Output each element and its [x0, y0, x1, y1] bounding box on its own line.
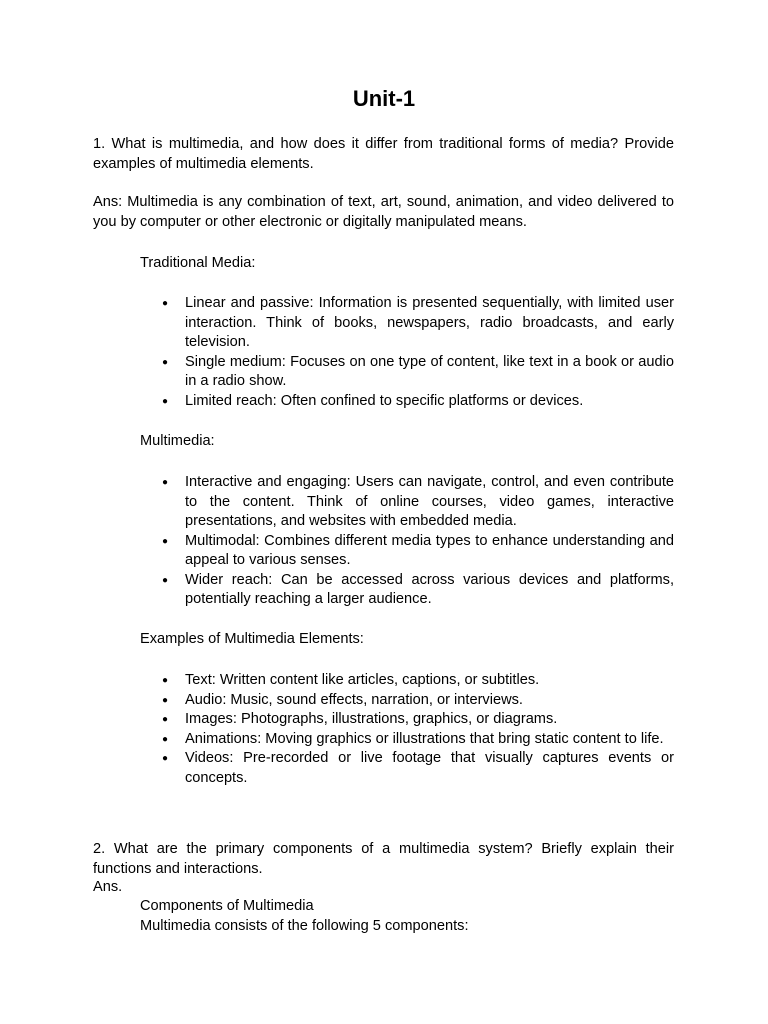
list-item: ● Videos: Pre-recorded or live footage that visually captures events or concepts.: [162, 749, 674, 788]
examples-list: [162, 671, 674, 788]
examples-heading: Examples of Multimedia Elements:: [140, 631, 364, 647]
list-item: ● Text: Written content like articles, captions, or subtitles.: [162, 671, 674, 691]
list-item: ● Multimodal: Combines different media types to enhance understanding and appeal to various senses.: [162, 532, 674, 571]
multimedia-list: [162, 473, 674, 610]
question-1: 1. What is multimedia, and how does it differ from traditional forms of media? Provide examples of multimedia elements.: [93, 136, 674, 172]
question-2: 2. What are the primary components of a multimedia system? Briefly explain their functions and interactions.: [93, 841, 674, 877]
traditional-media-list: [162, 294, 674, 411]
answer-2-label: Ans.: [93, 879, 123, 895]
multimedia-heading: Multimedia:: [140, 433, 215, 449]
components-intro: Multimedia consists of the following 5 components:: [140, 918, 469, 934]
list-item: ● Wider reach: Can be accessed across various devices and platforms, potentially reaching a larger audience.: [162, 571, 674, 610]
list-item: ● Single medium: Focuses on one type of content, like text in a book or audio in a radio show.: [162, 353, 674, 392]
page-title: Unit-1: [352, 86, 416, 111]
list-item: ● Limited reach: Often confined to specific platforms or devices.: [162, 392, 674, 412]
list-item: ● Images: Photographs, illustrations, graphics, or diagrams.: [162, 710, 674, 730]
list-item: ● Linear and passive: Information is presented sequentially, with limited user interaction. Think of books, newspapers, radio broadcasts, and early television.: [162, 294, 674, 353]
list-item: ● Animations: Moving graphics or illustrations that bring static content to life.: [162, 730, 674, 750]
answer-1: Ans: Multimedia is any combination of text, art, sound, animation, and video delivered to you by computer or other electronic or digitally manipulated means.: [93, 194, 674, 230]
components-heading: Components of Multimedia: [140, 898, 314, 914]
list-item: ● Audio: Music, sound effects, narration, or interviews.: [162, 691, 674, 711]
traditional-media-heading: Traditional Media:: [140, 255, 256, 271]
list-item: ● Interactive and engaging: Users can navigate, control, and even contribute to the content. Think of online courses, video games, interactive presentations, and websites with embedded media.: [162, 473, 674, 532]
